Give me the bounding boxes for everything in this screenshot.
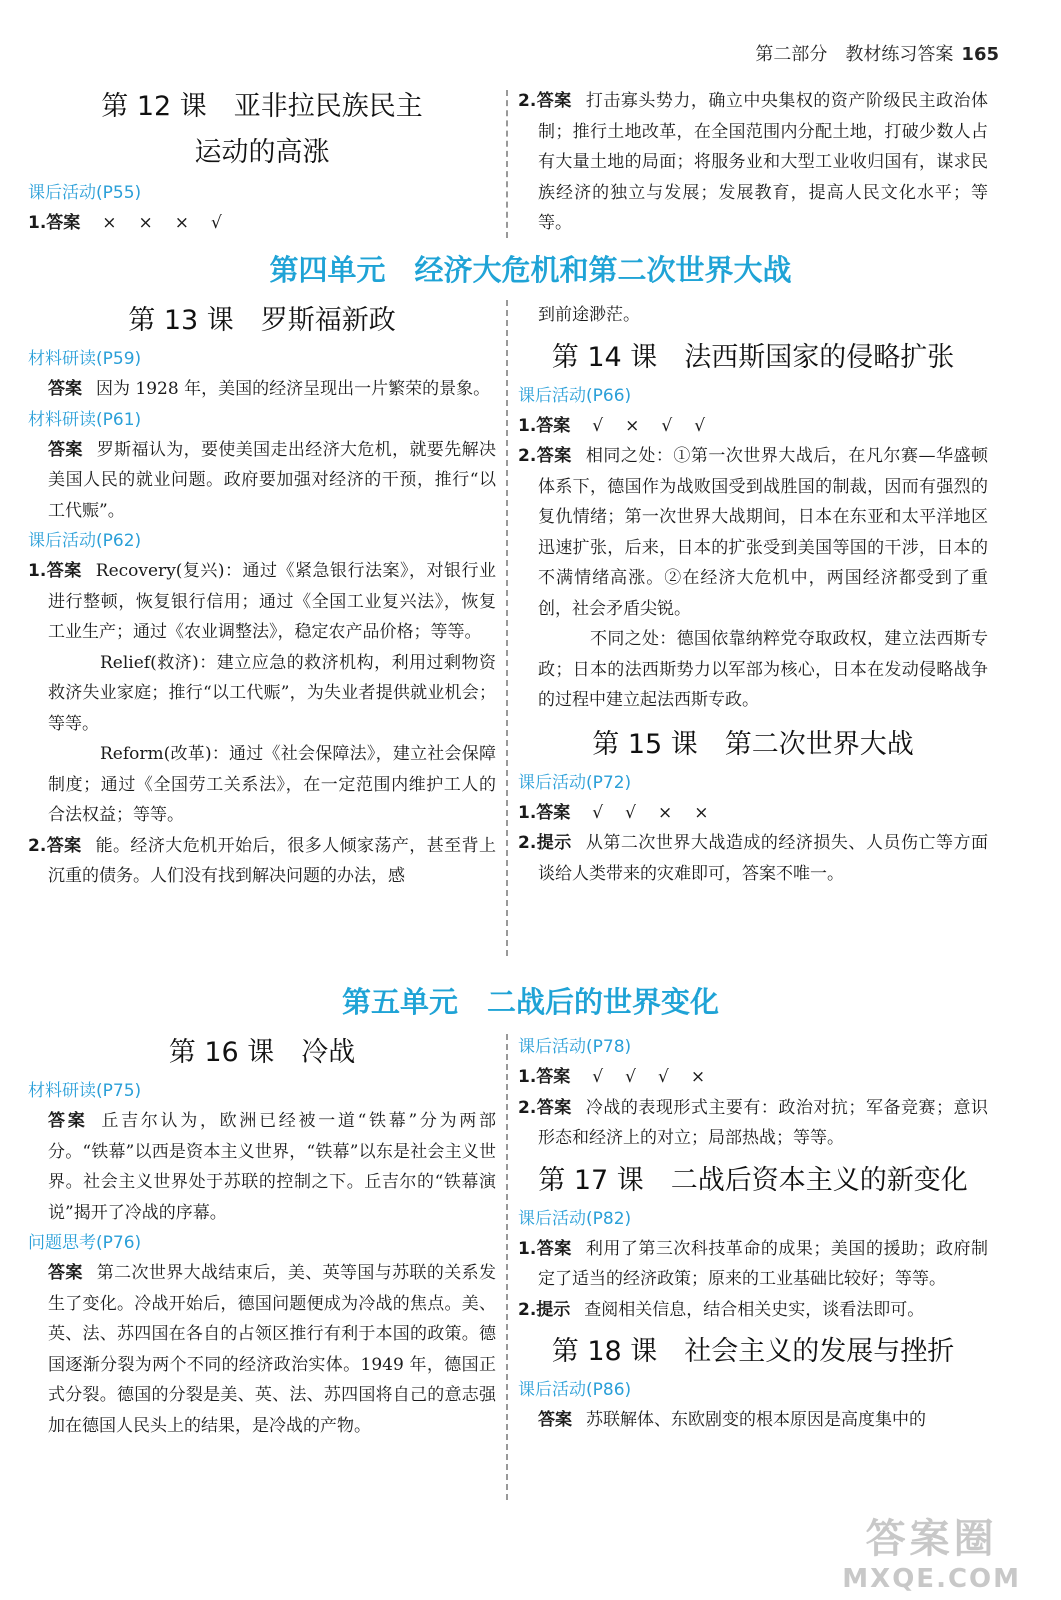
- unit-4-title: 第四单元 经济大危机和第二次世界大战: [269, 253, 792, 287]
- mark: √: [625, 1067, 636, 1087]
- section-heading: 课后活动(P78): [518, 1037, 632, 1057]
- lesson-12-title-line1: 第 12 课 亚非拉民族民主: [101, 91, 423, 122]
- mark: √: [657, 1067, 669, 1087]
- section-heading: 课后活动(P66): [518, 385, 632, 406]
- unit-5-title: 第五单元 二战后的世界变化: [341, 985, 719, 1019]
- mark: √: [592, 1067, 604, 1087]
- mark: ×: [625, 415, 640, 436]
- section-heading: 材料研读(P75): [28, 1081, 142, 1101]
- mark: ×: [657, 802, 673, 823]
- answer-paragraph: Reform(改革)：通过《社会保障法》，建立社会保障制度；通过《全国劳工关系法》，在一定范围内维护工人的合法权益；等等。: [48, 744, 496, 825]
- lesson-15-title: 第 15 课 第二次世界大战: [592, 728, 914, 760]
- lesson-16-block: 第 16 课 冷战 材料研读(P75) 答案 丘吉尔认为，欧洲已经被一道“铁幕”分为两部分。“铁幕”以西是资本主义世界，“铁幕”以东是社会主义世界。社会主义世界处于苏联的控制之下。丘吉尔的“铁幕演说”揭开了冷战的序幕。 问题思考(P76) 答案 第二次世界大战结束后，美、英等国与苏联的关系发生了变化。冷战开始后，德国问题便成为冷战的焦点。美、英、法、苏四国在各自的占领区推行有利于本国的政策。德国逐渐分裂为两个不同的经济政治实体。1949 年，德国正式分裂。德国的分裂是美、英、法、苏四国将自己的意志强加在德国人民头上的结果，是冷战的产物。: [28, 1030, 496, 1441]
- section-heading: 材料研读(P59): [28, 349, 142, 369]
- watermark-url: MXQE.COM: [842, 1564, 1021, 1594]
- lesson-17-title: 第 17 课 二战后资本主义的新变化: [538, 1164, 968, 1196]
- lesson-13-block: 第 13 课 罗斯福新政 材料研读(P59) 答案 因为 1928 年，美国的经济呈现出一片繁荣的景象。 材料研读(P61) 答案 罗斯福认为，要使美国走出经济大危机，就要先解决美国人民的就业问题。政府要加强对经济的干预，推行“以工代赈”。 课后活动(P62) 1.答案 Recovery(复兴)：通过《紧急银行法案》，对银行业进行整顿，恢复银行信用；通过《全国工业复兴法》，恢复工业生产；通过《农业调整法》，稳定农产品价格；等等。 Relief(救济)：建立应急的救济机构，利用过剩物资救济失业家庭；推行“以工代赈”，为失业者提供就业机会；等等。 Reform(改革)：通过《社会保障法》，建立社会保障制度；通过《全国劳工关系法》，在一定范围内维护工人的合法权益；等等。 2.答案 能。经济大危机开始后，很多人倾家荡产，甚至背上沉重的债务。人们没有找到解决问题的办法，感: [28, 298, 496, 892]
- watermark-logo: [842, 1507, 1021, 1594]
- answer-paragraph: Relief(救济)：建立应急的救济机构，利用过剩物资救济失业家庭；推行“以工代赈”，为失业者提供就业机会；等等。: [48, 652, 496, 734]
- mark: √: [592, 415, 604, 436]
- mark: ×: [174, 213, 190, 233]
- section-heading: 课后活动(P86): [518, 1380, 632, 1400]
- column-divider: [506, 1034, 508, 1500]
- continued-text: 到前途渺茫。: [538, 305, 640, 325]
- page-number: 165: [961, 44, 999, 65]
- lesson-16-title: 第 16 课 冷战: [168, 1037, 356, 1068]
- lesson-12-title-line2: 运动的高涨: [194, 137, 330, 168]
- lesson-13-title: 第 13 课 罗斯福新政: [128, 305, 396, 336]
- mark: √: [661, 415, 673, 436]
- lesson-14-15-block: 到前途渺茫。 第 14 课 法西斯国家的侵略扩张 课后活动(P66) 1.答案 √ × √ √ 2.答案 相同之处：①第一次世界大战后，在凡尔赛—华盛顿体系下，德国作为战败国受到战胜国的制裁，因而有强烈的复仇情绪；第一次世界大战期间，日本在东亚和太平洋地区迅速扩张，后来，日本的扩张受到美国等国的干涉，日本的不满情绪高涨。②在经济大危机中，两国经济都受到了重创，社会矛盾尖锐。 不同之处：德国依靠纳粹党夺取政权，建立法西斯专政；日本的法西斯势力以军部为核心，日本在发动侵略战争的过程中建立起法西斯专政。 第 15 课 第二次世界大战 课后活动(P72) 1.答案 √ √ × × 2.提示 从第二次世界大战造成的经济损失、人员伤亡等方面谈给人类带来的灾难即可，答案不唯一。: [518, 300, 988, 889]
- lesson-16-17-18-block: 课后活动(P78) 1.答案 √ √ √ × 2.答案 冷战的表现形式主要有：政治对抗；军备竞赛；意识形态和经济上的对立；局部热战；等等。 第 17 课 二战后资本主义的新变化 课后活动(P82) 1.答案 利用了第三次科技革命的成果；美国的援助；政府制定了适当的经济政策；原来的工业基础比较好；等等。 2.提示 查阅相关信息，结合相关史实，谈看法即可。 第 18 课 社会主义的发展与挫折 课后活动(P86) 答案 苏联解体、东欧剧变的根本原因是高度集中的: [518, 1032, 988, 1436]
- mark: ×: [138, 213, 153, 233]
- lesson-18-title: 第 18 课 社会主义的发展与挫折: [551, 1336, 955, 1367]
- lesson-12-block: [28, 84, 496, 239]
- lesson-12-answer-2: [518, 86, 988, 239]
- section-heading: 材料研读(P61): [28, 409, 142, 430]
- mark: √: [694, 415, 706, 436]
- column-divider: [506, 300, 508, 956]
- watermark-text: 答案圈: [865, 1516, 998, 1562]
- answer-1: 1.答案 × × × √: [28, 213, 222, 233]
- header-section: 第二部分 教材练习答案: [755, 44, 954, 65]
- mark: √: [211, 213, 222, 233]
- section-heading: 课后活动(P62): [28, 531, 142, 551]
- answer-key: 2.答案: [518, 91, 572, 111]
- lesson-14-title: 第 14 课 法西斯国家的侵略扩张: [551, 341, 955, 373]
- mark: ×: [102, 213, 117, 233]
- mark: √: [592, 802, 604, 823]
- mark: ×: [690, 1067, 706, 1087]
- column-divider: [506, 90, 508, 238]
- answer-text: 打击寡头势力，确立中央集权的资产阶级民主政治体制；推行土地改革，在全国范围内分配土地，打破少数人占有大量土地的局面；将服务业和大型工业收归国有，谋求民族经济的独立与发展；发展教育，提高人民文化水平；等等。: [538, 91, 988, 233]
- mark: √: [625, 802, 636, 823]
- answer-paragraph: 不同之处：德国依靠纳粹党夺取政权，建立法西斯专政；日本的法西斯势力以军部为核心，日本在发动侵略战争的过程中建立起法西斯专政。: [538, 629, 988, 710]
- section-heading: 课后活动(P72): [518, 772, 632, 793]
- page-header: [755, 40, 999, 66]
- mark: ×: [694, 802, 709, 823]
- section-heading: 课后活动(P55): [28, 183, 142, 203]
- section-heading: 课后活动(P82): [518, 1208, 632, 1229]
- section-heading: 问题思考(P76): [28, 1233, 142, 1253]
